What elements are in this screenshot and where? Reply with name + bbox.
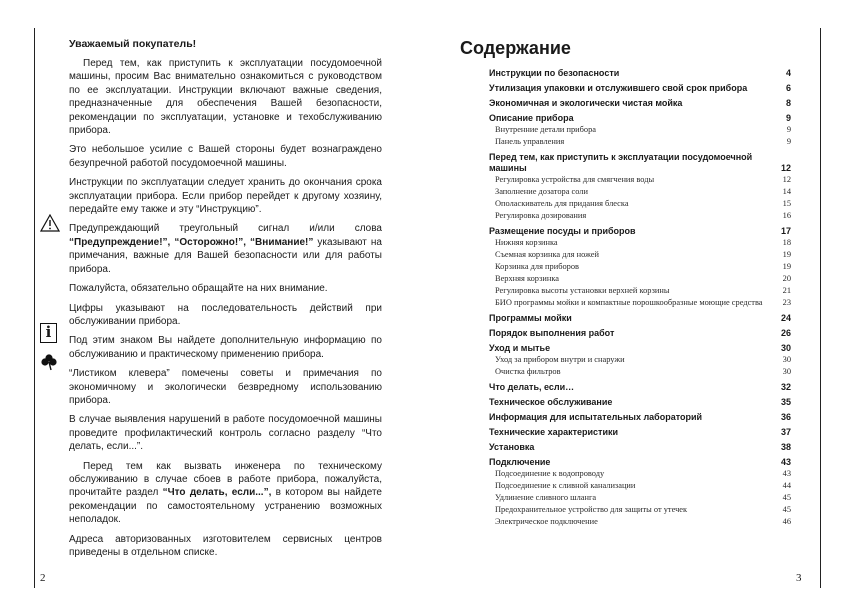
- toc-subsection-title: Нижняя корзинка: [495, 238, 558, 247]
- left-page-number: 2: [40, 572, 46, 584]
- toc-subsection-title: БИО программы мойки и компактные порошкообразные моющие средства: [495, 298, 763, 307]
- toc-section: [489, 343, 791, 354]
- toc-subsection-title: Подсоединение к водопроводу: [495, 469, 605, 478]
- numbers-paragraph: Цифры указывают на последовательность действий при обслуживании прибора.: [69, 302, 382, 327]
- toc-subsection: [489, 174, 791, 186]
- right-page-number: 3: [796, 572, 802, 584]
- greeting-heading: Уважаемый покупатель!: [69, 38, 197, 50]
- toc-section-title: Порядок выполнения работ: [489, 328, 615, 338]
- toc-section-page: 6: [785, 83, 791, 93]
- toc-section-title: Подключение: [489, 457, 551, 467]
- toc-section-page: 4: [785, 68, 791, 78]
- toc-subsection-page: 9: [786, 125, 791, 134]
- toc-subsection-page: 20: [782, 274, 791, 283]
- toc-subsection-page: 15: [782, 199, 791, 208]
- attention-paragraph: Пожалуйста, обязательно обращайте на них внимание.: [69, 283, 328, 295]
- toc-subsection-title: Предохранительное устройство для защиты от утечек: [495, 505, 688, 514]
- toc-subsection: [489, 249, 791, 261]
- toc-subsection: [489, 237, 791, 249]
- toc-subsection: [489, 198, 791, 210]
- toc-subsection: [489, 354, 791, 366]
- toc-section-page: 37: [780, 427, 791, 437]
- toc-subsection-page: 21: [782, 286, 791, 295]
- toc-subsection-page: 12: [782, 175, 791, 184]
- toc-section: [489, 397, 791, 408]
- toc-subsection-title: Внутренние детали прибора: [495, 125, 596, 134]
- info-icon: i: [40, 323, 57, 343]
- toc-subsection-title: Регулировка устройства для смягчения воды: [495, 175, 655, 184]
- toc-section-title: Техническое обслуживание: [489, 397, 613, 407]
- toc-section-title: Описание прибора: [489, 113, 574, 123]
- toc-section: [489, 83, 791, 94]
- toc-subsection: [489, 468, 791, 480]
- toc-title: Содержание: [460, 38, 571, 58]
- toc-subsection-page: 23: [782, 298, 791, 307]
- toc-section: [489, 113, 791, 124]
- toc-subsection-title: Регулировка дозирования: [495, 211, 587, 220]
- engineer-text-start: Перед тем как вызвать инженера по техническому обслуживанию в случае сбоев в работе прибора, пожалуйста, прочитайте раздел: [69, 460, 382, 499]
- toc-section-title: Программы мойки: [489, 313, 572, 323]
- toc-subsection-title: Ополаскиватель для придания блеска: [495, 199, 629, 208]
- clover-leaf-icon: [40, 353, 58, 371]
- toc-section: [489, 98, 791, 109]
- clover-paragraph: “Листиком клевера” помечены советы и примечания по экономичному и экологически безвредному использованию прибора.: [69, 368, 382, 406]
- troubleshoot-paragraph: В случае выявления нарушений в работе посудомоечной машины проведите профилактический контроль согласно разделу “Что делать, если...”.: [69, 414, 382, 453]
- toc-section-title: Уход и мытье: [489, 343, 551, 353]
- toc-section-page: 8: [785, 98, 791, 108]
- toc-subsection-page: 9: [786, 137, 791, 146]
- engineer-text-end: в котором вы найдете рекомендации по самостоятельному устранению возможных неполадок.: [69, 487, 382, 526]
- warning-text-end: указывают на примечания, важные для Вашей безопасности или для работы прибора.: [69, 236, 382, 275]
- left-page-content: [69, 38, 382, 565]
- toc-subsection-page: 43: [782, 469, 791, 478]
- info-paragraph: Под этим знаком Вы найдете дополнительную информацию по обслуживанию и практическому применению прибора.: [69, 335, 382, 360]
- toc-section-title: Технические характеристики: [489, 427, 619, 437]
- warning-words: “Предупреждение!”, “Осторожно!”, “Внимание!”: [69, 236, 314, 248]
- toc-subsection: [489, 186, 791, 198]
- toc-section-page: 9: [785, 113, 791, 123]
- toc-subsection-page: 14: [782, 187, 791, 196]
- warning-triangle-icon: [40, 214, 60, 232]
- toc-section: [489, 152, 791, 174]
- intro-paragraph: Перед тем, как приступить к эксплуатации посудомоечной машины, просим Вас внимательно ознакомиться с руководством по ее эксплуатации. Инструкции включают важные сведения, предназначенные для обеспечения Вашей безопасности, рекомендации по эксплуатации, установке и техобслуживанию прибора.: [69, 58, 382, 137]
- toc-section-page: 12: [780, 163, 791, 173]
- toc-section: [489, 457, 791, 468]
- toc-section-title: Что делать, если…: [489, 382, 575, 392]
- toc-subsection: [489, 366, 791, 378]
- toc-section-page: 43: [780, 457, 791, 467]
- engineer-paragraph: [69, 460, 382, 527]
- toc-section-title: Утилизация упаковки и отслужившего свой срок прибора: [489, 83, 748, 93]
- toc-subsection-page: 18: [782, 238, 791, 247]
- toc-subsection-title: Регулировка высоты установки верхней корзины: [495, 286, 670, 295]
- toc-section-page: 35: [780, 397, 791, 407]
- toc-section-title: Информация для испытательных лабораторий: [489, 412, 703, 422]
- toc-subsection-title: Подсоединение к сливной канализации: [495, 481, 636, 490]
- left-margin-rule: [34, 28, 35, 588]
- toc-section: [489, 427, 791, 438]
- right-margin-rule: [820, 28, 821, 588]
- warning-paragraph: [69, 222, 382, 276]
- toc-section-title: Установка: [489, 442, 535, 452]
- toc-subsection: [489, 136, 791, 148]
- toc-section: [489, 412, 791, 423]
- service-centers-paragraph: Адреса авторизованных изготовителем сервисных центров приведены в отдельном списке.: [69, 533, 382, 558]
- effort-paragraph: Это небольшое усилие с Вашей стороны будет вознаграждено безупречной работой посудомоечной машины.: [69, 144, 382, 169]
- storage-paragraph: Инструкции по эксплуатации следует хранить до окончания срока эксплуатации прибора. Если прибор перейдет к другому хозяину, передайте ему также и эту “Инструкцию”.: [69, 177, 382, 216]
- toc-subsection-title: Заполнение дозатора соли: [495, 187, 588, 196]
- toc-subsection-title: Удлинение сливного шланга: [495, 493, 597, 502]
- toc-subsection-page: 44: [782, 481, 791, 490]
- toc-subsection: [489, 124, 791, 136]
- toc-subsection: [489, 504, 791, 516]
- toc-subsection-title: Электрическое подключение: [495, 517, 598, 526]
- toc-section: [489, 313, 791, 324]
- toc-section: [489, 68, 791, 79]
- toc-section-page: 24: [780, 313, 791, 323]
- toc-section-title: Перед тем, как приступить к эксплуатации посудомоечной машины: [489, 152, 753, 173]
- toc-subsection: [489, 261, 791, 273]
- toc-section-page: 17: [780, 226, 791, 236]
- toc-subsection-title: Верхняя корзинка: [495, 274, 560, 283]
- toc-subsection-page: 30: [782, 367, 791, 376]
- toc-subsection-title: Съемная корзинка для ножей: [495, 250, 599, 259]
- toc-subsection: [489, 297, 791, 309]
- toc-subsection-title: Корзинка для приборов: [495, 262, 579, 271]
- toc-subsection-page: 30: [782, 355, 791, 364]
- toc-subsection-title: Панель управления: [495, 137, 565, 146]
- toc-section: [489, 442, 791, 453]
- toc-subsection-page: 45: [782, 493, 791, 502]
- toc-section-page: 30: [780, 343, 791, 353]
- toc-subsection-page: 46: [782, 517, 791, 526]
- toc-subsection-title: Очистка фильтров: [495, 367, 561, 376]
- toc-section-page: 38: [780, 442, 791, 452]
- toc-section: [489, 226, 791, 237]
- toc-subsection-page: 19: [782, 262, 791, 271]
- toc-section-page: 36: [780, 412, 791, 422]
- toc-subsection: [489, 480, 791, 492]
- toc-section-title: Инструкции по безопасности: [489, 68, 620, 78]
- toc-subsection-page: 16: [782, 211, 791, 220]
- engineer-bold: “Что делать, если...”,: [162, 487, 272, 499]
- toc-subsection: [489, 516, 791, 528]
- toc-subsection: [489, 273, 791, 285]
- toc-section-title: Экономичная и экологически чистая мойка: [489, 98, 683, 108]
- toc-subsection-page: 19: [782, 250, 791, 259]
- warning-text-start: Предупреждающий треугольный сигнал и/или слова: [69, 223, 382, 235]
- toc-section: [489, 382, 791, 393]
- toc-section-title: Размещение посуды и приборов: [489, 226, 636, 236]
- toc-section-page: 32: [780, 382, 791, 392]
- toc-subsection: [489, 210, 791, 222]
- toc-subsection-page: 45: [782, 505, 791, 514]
- toc-subsection: [489, 492, 791, 504]
- toc-section-page: 26: [780, 328, 791, 338]
- toc-subsection-title: Уход за прибором внутри и снаружи: [495, 355, 625, 364]
- table-of-contents: [489, 64, 791, 528]
- toc-subsection: [489, 285, 791, 297]
- toc-section: [489, 328, 791, 339]
